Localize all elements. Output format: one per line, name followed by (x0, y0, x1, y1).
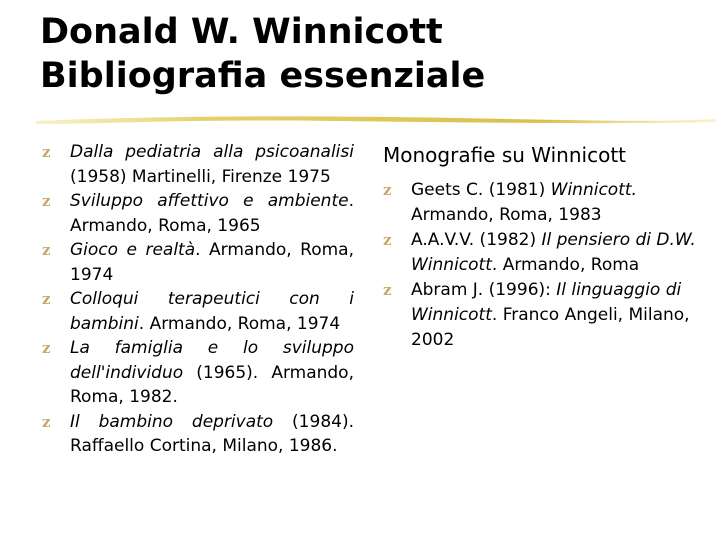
work-details: (1984). Raffaello Cortina, Milano, 1986. (70, 411, 354, 456)
work-title: Il pensiero di D.W. Winnicott (411, 230, 696, 275)
monographs-section (383, 140, 703, 353)
author-year: Abram J. (1996): (411, 280, 557, 300)
author-year: A.A.V.V. (1982) (411, 230, 542, 250)
section-heading: Monografie su Winnicott (383, 143, 627, 167)
work-details: . Armando, Roma, 1965 (70, 191, 354, 236)
list-item (42, 140, 354, 189)
author-year: Geets C. (1981) (411, 180, 551, 200)
bullet-icon: z (42, 412, 51, 431)
work-title: Gioco e realtà (70, 240, 196, 260)
list-item (42, 189, 354, 238)
work-title: Il linguaggio di Winnicott (411, 280, 682, 325)
work-details: . Armando, Roma, 1974 (70, 240, 354, 285)
bullet-icon: z (383, 181, 392, 199)
bullet-icon: z (383, 281, 392, 299)
bullet-icon: z (42, 192, 51, 210)
bullet-icon: z (42, 241, 51, 259)
list-item (42, 287, 354, 336)
list-item (42, 410, 354, 459)
title-underline (36, 112, 716, 126)
list-item (42, 238, 354, 287)
bullet-icon: z (42, 143, 51, 161)
list-item (42, 336, 354, 410)
title-line-1: Donald W. Winnicott (40, 12, 443, 52)
work-details: . Armando, Roma (491, 255, 640, 275)
list-item (383, 178, 703, 228)
bullet-icon: z (42, 290, 51, 308)
work-details: . Franco Angeli, Milano, 2002 (411, 305, 690, 350)
bullet-icon: z (383, 231, 392, 249)
work-title: Colloqui terapeutici con i bambini (70, 289, 354, 334)
list-item (383, 278, 703, 353)
title-line-2: Bibliografia essenziale (40, 56, 486, 96)
bullet-icon: z (42, 339, 51, 357)
work-details: (1965). Armando, Roma, 1982. (70, 362, 354, 407)
primary-works-list (42, 140, 354, 459)
work-title: La famiglia e lo sviluppo dell'individuo (70, 338, 354, 383)
work-details: . Armando, Roma, 1974 (138, 313, 341, 334)
work-title: Dalla pediatria alla psicoanalisi (70, 142, 354, 162)
list-item (383, 228, 703, 278)
work-title: Il bambino deprivato (70, 411, 274, 432)
work-title: Sviluppo affettivo e ambiente (70, 191, 349, 211)
work-details: Armando, Roma, 1983 (411, 205, 602, 225)
work-details: (1958) Martinelli, Firenze 1975 (70, 166, 331, 187)
slide-title (40, 10, 485, 98)
work-title: Winnicott. (550, 180, 637, 200)
